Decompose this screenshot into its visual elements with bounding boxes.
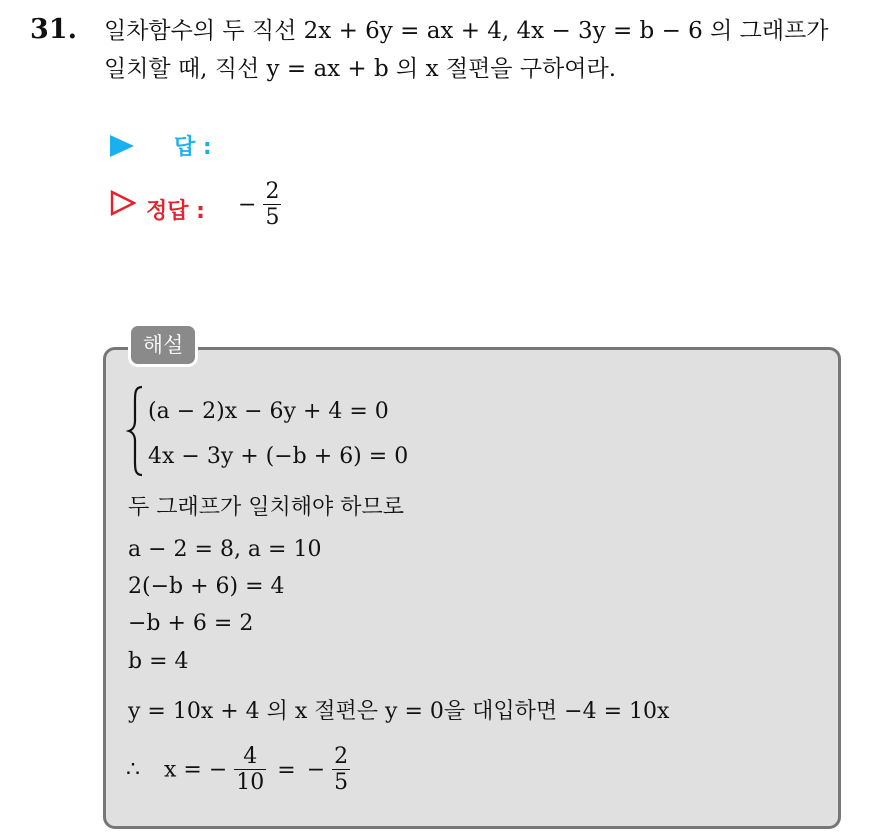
solution-tab: 해설 — [128, 323, 198, 367]
conclusion — [126, 745, 350, 795]
question-text-line-2: 일치할 때, 직선 y = ax + b 의 x 절편을 구하여라. — [104, 56, 617, 82]
fraction-denominator: 5 — [334, 770, 349, 796]
solution-line-3: 2(−b + 6) = 4 — [128, 574, 285, 599]
minus-sign: − — [306, 757, 326, 783]
equation-system — [126, 385, 446, 477]
solution-line-1: 두 그래프가 일치해야 하므로 — [128, 495, 405, 520]
left-brace-icon — [126, 385, 146, 477]
fraction — [332, 745, 350, 795]
question-text-line-1: 일차함수의 두 직선 2x + 6y = ax + 4, 4x − 3y = b − 6 의 그래프가 — [104, 18, 829, 44]
therefore-symbol: ∴ — [126, 757, 140, 783]
system-equation-2: 4x − 3y + (−b + 6) = 0 — [148, 444, 409, 469]
fraction-numerator: 2 — [334, 744, 349, 769]
fraction — [263, 180, 281, 230]
solution-line-6: y = 10x + 4 의 x 절편은 y = 0을 대입하면 −4 = 10x — [128, 699, 670, 724]
equals-sign: = — [277, 757, 296, 783]
minus-sign: − — [238, 192, 257, 218]
correct-answer-row — [110, 180, 510, 250]
fraction-denominator: 5 — [265, 205, 280, 231]
solution-line-5: b = 4 — [128, 649, 189, 674]
correct-answer-value — [238, 180, 281, 230]
outline-triangle-icon — [110, 190, 136, 216]
solution-line-4: −b + 6 = 2 — [128, 611, 254, 636]
answer-label: 답 : — [174, 135, 212, 160]
solution-line-2: a − 2 = 8, a = 10 — [128, 537, 322, 562]
minus-sign: − — [208, 757, 228, 783]
correct-answer-label: 정답 : — [146, 199, 205, 224]
play-triangle-icon — [110, 135, 134, 157]
fraction — [234, 745, 266, 795]
fraction-numerator: 2 — [265, 179, 280, 204]
question-number: 31. — [30, 14, 77, 45]
system-equation-1: (a − 2)x − 6y + 4 = 0 — [148, 399, 389, 424]
conclusion-lhs: x = — [164, 757, 202, 783]
fraction-denominator: 10 — [236, 770, 265, 796]
fraction-numerator: 4 — [243, 744, 258, 769]
